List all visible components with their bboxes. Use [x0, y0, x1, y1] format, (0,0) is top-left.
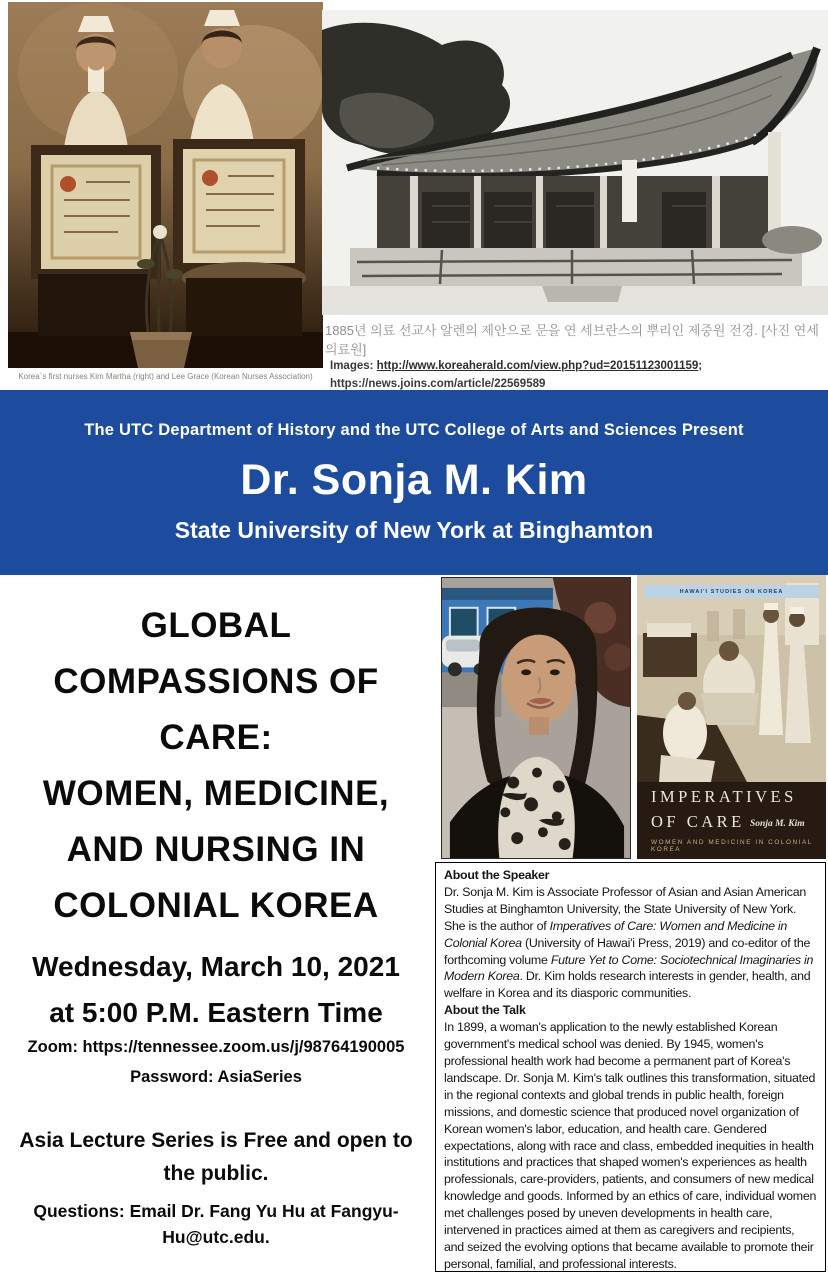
free-admission-line: Asia Lecture Series is Free and open to the public. — [19, 1129, 413, 1185]
about-box — [435, 862, 826, 1272]
banner-speaker-name: Dr. Sonja M. Kim — [240, 456, 588, 504]
book-title-line2: OF CARE — [651, 812, 745, 831]
credit-link-koreaherald[interactable]: http://www.koreaherald.com/view.php?ud=20151123001159 — [376, 359, 699, 372]
lecture-title-line: CARE: — [159, 718, 273, 757]
image-credit — [330, 357, 822, 394]
book-series-strip — [644, 585, 819, 598]
historic-nurses-photo — [8, 2, 323, 368]
book-subtitle: WOMEN AND MEDICINE IN COLONIAL KOREA — [651, 839, 813, 853]
about-talk-heading: About the Talk — [444, 1003, 526, 1018]
book-series-title: HAWAI'I STUDIES ON KOREA — [679, 588, 784, 595]
credit-prefix: Images: — [330, 359, 377, 372]
event-time: at 5:00 P.M. Eastern Time — [49, 997, 383, 1028]
lecture-title-line: AND NURSING IN — [66, 830, 366, 869]
book-author: Sonja M. Kim — [750, 819, 805, 829]
book-cover-photo-art — [637, 575, 826, 782]
credit-link-joins[interactable]: https://news.joins.com/article/22569589 — [330, 377, 546, 390]
jejungwon-building-photo-art — [322, 10, 828, 315]
about-speaker-text: Dr. Sonja M. Kim is Associate Professor of Asian and Asian American Studies at Binghamton University, the State University of New York. She is the author of Imperatives of Care: Women and Medicine in Colonial Korea (University of Hawai'i Press, 2019) and co-editor of the forthcoming volume Future Yet to Come: Sociotechnical Imaginaries in Modern Korea. Dr. Kim holds research interests in gender, health, and welfare in Korea and its diasporic communities. — [444, 884, 814, 1001]
lecture-title — [0, 598, 432, 934]
lecture-title-line: WOMEN, MEDICINE, — [42, 774, 390, 813]
jejungwon-building-photo — [322, 10, 828, 315]
speaker-photo-art — [442, 578, 630, 858]
questions-contact-line: Questions: Email Dr. Fang Yu Hu at Fangyu-Hu@utc.edu. — [33, 1201, 399, 1247]
event-datetime — [0, 944, 432, 1036]
speaker-photo — [441, 577, 631, 859]
about-speaker-heading: About the Speaker — [444, 868, 550, 882]
book-cover — [637, 575, 826, 859]
credit-separator: ; — [698, 359, 703, 372]
zoom-link-line: Zoom: https://tennessee.zoom.us/j/98764190005 — [27, 1038, 405, 1056]
event-date: Wednesday, March 10, 2021 — [32, 951, 400, 982]
banner-affiliation: State University of New York at Binghamton — [174, 517, 654, 543]
book-title-line1: IMPERATIVES — [651, 787, 797, 806]
lecture-title-line: COLONIAL KOREA — [53, 886, 379, 925]
password-line: Password: AsiaSeries — [130, 1068, 302, 1086]
banner-presenter-line: The UTC Department of History and the UTC College of Arts and Sciences Present — [84, 421, 744, 439]
left-photo-caption: Korea`s first nurses Kim Martha (right) and Lee Grace (Korean Nurses Association) — [18, 372, 313, 381]
about-talk-text: In 1899, a woman's application to the newly established Korean government's medical school was denied. By 1945, women's professional health work had become a permanent part of Korea's landscape. Dr. Sonja M. Kim's talk outlines this transformation, situated in the regional contexts and global trends in public health, foreign missions, and domestic science that produced novel organization of Korean women's labor, education, and health care. Gendered expectations, along with race and class, embedded inequities in health institutions and practices that shaped women's experiences as health professionals, care-providers, patients, and consumers of new medical knowledge and goods. Informed by an ethics of care, individual women met challenges posed by uneven developments in health care, intervened in practices aimed at them as caregivers and recipients, and seized the evolving options that became available to promote their personal, familial, and professional interests. — [444, 1020, 817, 1271]
lecture-title-line: COMPASSIONS OF — [53, 662, 379, 701]
korean-caption: 1885년 의료 선교사 알렌의 제안으로 문을 연 세브란스의 뿌리인 제중원 전경. [사진 연세의료원] — [325, 323, 819, 357]
lecture-title-line: GLOBAL — [140, 606, 292, 645]
title-banner — [0, 390, 828, 575]
book-cover-photo — [637, 575, 826, 782]
historic-nurses-photo-art — [8, 2, 323, 368]
